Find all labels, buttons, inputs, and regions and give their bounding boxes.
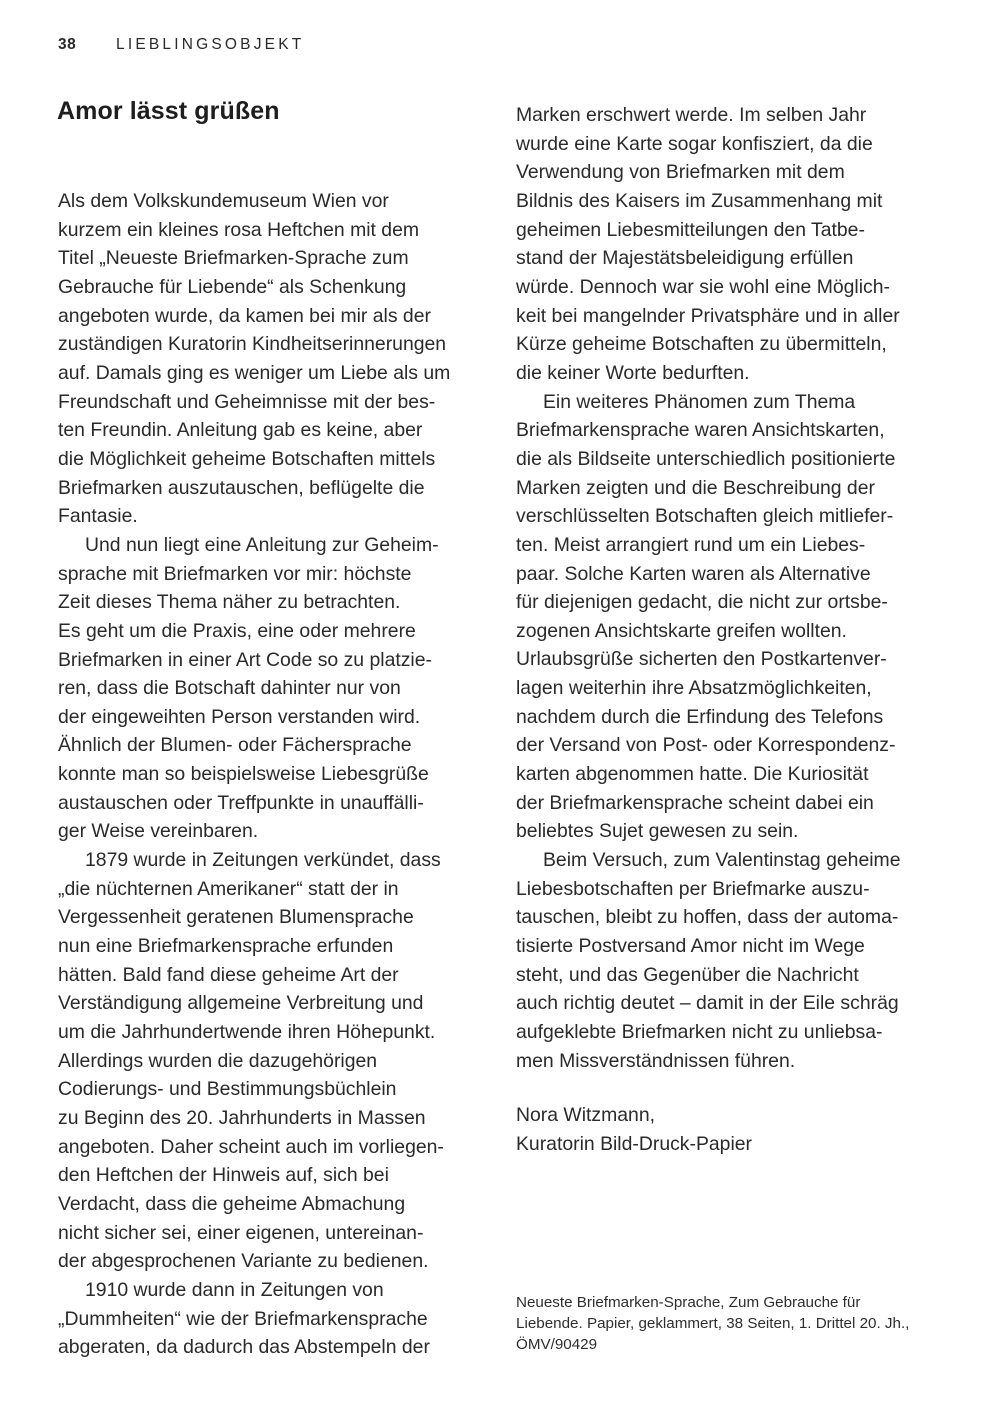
text-line: konnte man so beispielsweise Liebesgrüße: [58, 763, 429, 786]
text-line: würde. Dennoch war sie wohl eine Möglich-: [516, 275, 890, 298]
text-line: Verwendung von Briefmarken mit dem: [516, 161, 845, 184]
text-line: hätten. Bald fand diese geheime Art der: [58, 963, 399, 986]
page-number: 38: [58, 36, 77, 53]
text-line: den Heftchen der Hinweis auf, sich bei: [58, 1164, 389, 1187]
text-line: austauschen oder Treffpunkte in unauffälli-: [58, 791, 424, 814]
text-line: auch richtig deutet – damit in der Eile schräg: [516, 992, 899, 1015]
right-text-column: [516, 101, 956, 1075]
left-text-column: [58, 187, 498, 1362]
text-line: stand der Majestätsbeleidigung erfüllen: [516, 247, 854, 270]
text-line: karten abgenommen hatte. Die Kuriosität: [516, 763, 869, 786]
text-line: Liebesbotschaften per Briefmarke auszu-: [516, 877, 870, 900]
text-line: die keiner Worte bedurften.: [516, 361, 750, 384]
text-line: Ein weiteres Phänomen zum Thema: [543, 390, 856, 413]
text-line: Codierungs- und Bestimmungsbüchlein: [58, 1078, 397, 1101]
text-line: tisierte Postversand Amor nicht im Wege: [516, 935, 865, 958]
text-line: der eingeweihten Person verstanden wird.: [58, 705, 421, 728]
text-line: geheimen Liebesmitteilungen den Tatbe-: [516, 218, 865, 241]
running-head: [58, 34, 304, 56]
text-line: steht, und das Gegenüber die Nachricht: [516, 963, 859, 986]
text-line: Kürze geheime Botschaften zu übermitteln,: [516, 333, 887, 356]
text-line: Ähnlich der Blumen- oder Fächersprache: [58, 734, 412, 757]
text-line: kurzem ein kleines rosa Heftchen mit dem: [58, 218, 420, 241]
text-line: auf. Damals ging es weniger um Liebe als um: [58, 361, 451, 384]
text-line: Briefmarkensprache waren Ansichtskarten,: [516, 419, 885, 442]
text-line: der Versand von Post- oder Korrespondenz-: [516, 734, 896, 757]
caption-line: ÖMV/90429: [516, 1336, 598, 1353]
text-line: Gebrauche für Liebende“ als Schenkung: [58, 275, 407, 298]
text-line: Freundschaft und Geheimnisse mit der bes-: [58, 390, 436, 413]
text-line: um die Jahrhundertwende ihren Höhepunkt.: [58, 1021, 436, 1044]
text-line: Es geht um die Praxis, eine oder mehrere: [58, 619, 416, 642]
text-line: nicht sicher sei, einer eigenen, untereinan-: [58, 1221, 424, 1244]
text-line: Marken zeigten und die Beschreibung der: [516, 476, 875, 499]
text-line: die als Bildseite unterschiedlich positionierte: [516, 447, 896, 470]
text-line: Zeit dieses Thema näher zu betrachten.: [58, 591, 401, 614]
text-line: 1879 wurde in Zeitungen verkündet, dass: [85, 849, 441, 872]
text-line: keit bei mangelnder Privatsphäre und in aller: [516, 304, 900, 327]
text-line: ten Freundin. Anleitung gab es keine, aber: [58, 419, 423, 442]
text-line: „Dummheiten“ wie der Briefmarkensprache: [58, 1307, 428, 1330]
text-line: ger Weise vereinbaren.: [58, 820, 259, 843]
text-line: angeboten wurde, da kamen bei mir als der: [58, 304, 431, 327]
text-line: der abgesprochenen Variante zu bedienen.: [58, 1250, 429, 1273]
text-line: die Möglichkeit geheime Botschaften mittels: [58, 447, 436, 470]
text-line: Marken erschwert werde. Im selben Jahr: [516, 104, 867, 126]
author-signature: [516, 1101, 752, 1158]
text-line: abgeraten, da dadurch das Abstempeln der: [58, 1336, 430, 1359]
article-title: Amor lässt grüßen: [57, 97, 280, 125]
text-line: Beim Versuch, zum Valentinstag geheime: [543, 849, 901, 872]
text-line: nun eine Briefmarkensprache erfunden: [58, 935, 394, 958]
text-line: zuständigen Kuratorin Kindheitserinnerungen: [58, 333, 447, 356]
author-role: Kuratorin Bild-Druck-Papier: [516, 1132, 753, 1155]
text-line: Und nun liegt eine Anleitung zur Geheim-: [85, 533, 439, 556]
text-line: ten. Meist arrangiert rund um ein Liebes-: [516, 533, 866, 556]
text-line: Titel „Neueste Briefmarken-Sprache zum: [58, 247, 409, 270]
text-line: 1910 wurde dann in Zeitungen von: [85, 1278, 384, 1301]
text-line: Urlaubsgrüße sicherten den Postkartenver-: [516, 648, 887, 671]
text-line: Bildnis des Kaisers im Zusammenhang mit: [516, 189, 883, 212]
text-line: wurde eine Karte sogar konfisziert, da die: [516, 132, 873, 155]
text-line: nachdem durch die Erfindung des Telefons: [516, 705, 884, 728]
object-caption: [516, 1292, 909, 1355]
text-line: zu Beginn des 20. Jahrhunderts in Massen: [58, 1107, 426, 1129]
text-line: Verdacht, dass die geheime Abmachung: [58, 1192, 406, 1215]
caption-line: Liebende. Papier, geklammert, 38 Seiten, 1. Drittel 20. Jh.,: [516, 1315, 910, 1332]
text-line: tauschen, bleibt zu hoffen, dass der automa-: [516, 906, 899, 929]
text-line: paar. Solche Karten waren als Alternative: [516, 562, 871, 585]
text-line: der Briefmarkensprache scheint dabei ein: [516, 791, 874, 814]
text-line: beliebtes Sujet gewesen zu sein.: [516, 820, 799, 843]
author-name: Nora Witzmann,: [516, 1104, 656, 1126]
text-line: Briefmarken in einer Art Code so zu platzie-: [58, 648, 432, 671]
text-line: lagen weiterhin ihre Absatzmöglichkeiten,: [516, 677, 872, 700]
text-line: men Missverständnissen führen.: [516, 1049, 796, 1072]
text-line: Verständigung allgemeine Verbreitung und: [58, 992, 424, 1015]
text-line: angeboten. Daher scheint auch im vorliegen-: [58, 1135, 444, 1158]
section-label: LIEBLINGSOBJEKT: [116, 36, 305, 53]
text-line: für diejenigen gedacht, die nicht zur ortsbe-: [516, 591, 888, 614]
text-line: „die nüchternen Amerikaner“ statt der in: [58, 877, 399, 900]
text-line: zogenen Ansichtskarte greifen wollten.: [516, 619, 847, 642]
text-line: Allerdings wurden die dazugehörigen: [58, 1049, 378, 1072]
text-line: Als dem Volkskundemuseum Wien vor: [58, 190, 389, 212]
text-line: Briefmarken auszutauschen, beflügelte die: [58, 476, 425, 499]
text-line: verschlüsselten Botschaften gleich mitliefer-: [516, 505, 894, 528]
text-line: Vergessenheit geratenen Blumensprache: [58, 906, 414, 929]
text-line: sprache mit Briefmarken vor mir: höchste: [58, 562, 412, 585]
text-line: ren, dass die Botschaft dahinter nur von: [58, 677, 401, 700]
caption-line: Neueste Briefmarken-Sprache, Zum Gebrauche für: [516, 1294, 861, 1311]
text-line: Fantasie.: [58, 505, 138, 528]
text-line: aufgeklebte Briefmarken nicht zu unliebsa-: [516, 1021, 883, 1043]
